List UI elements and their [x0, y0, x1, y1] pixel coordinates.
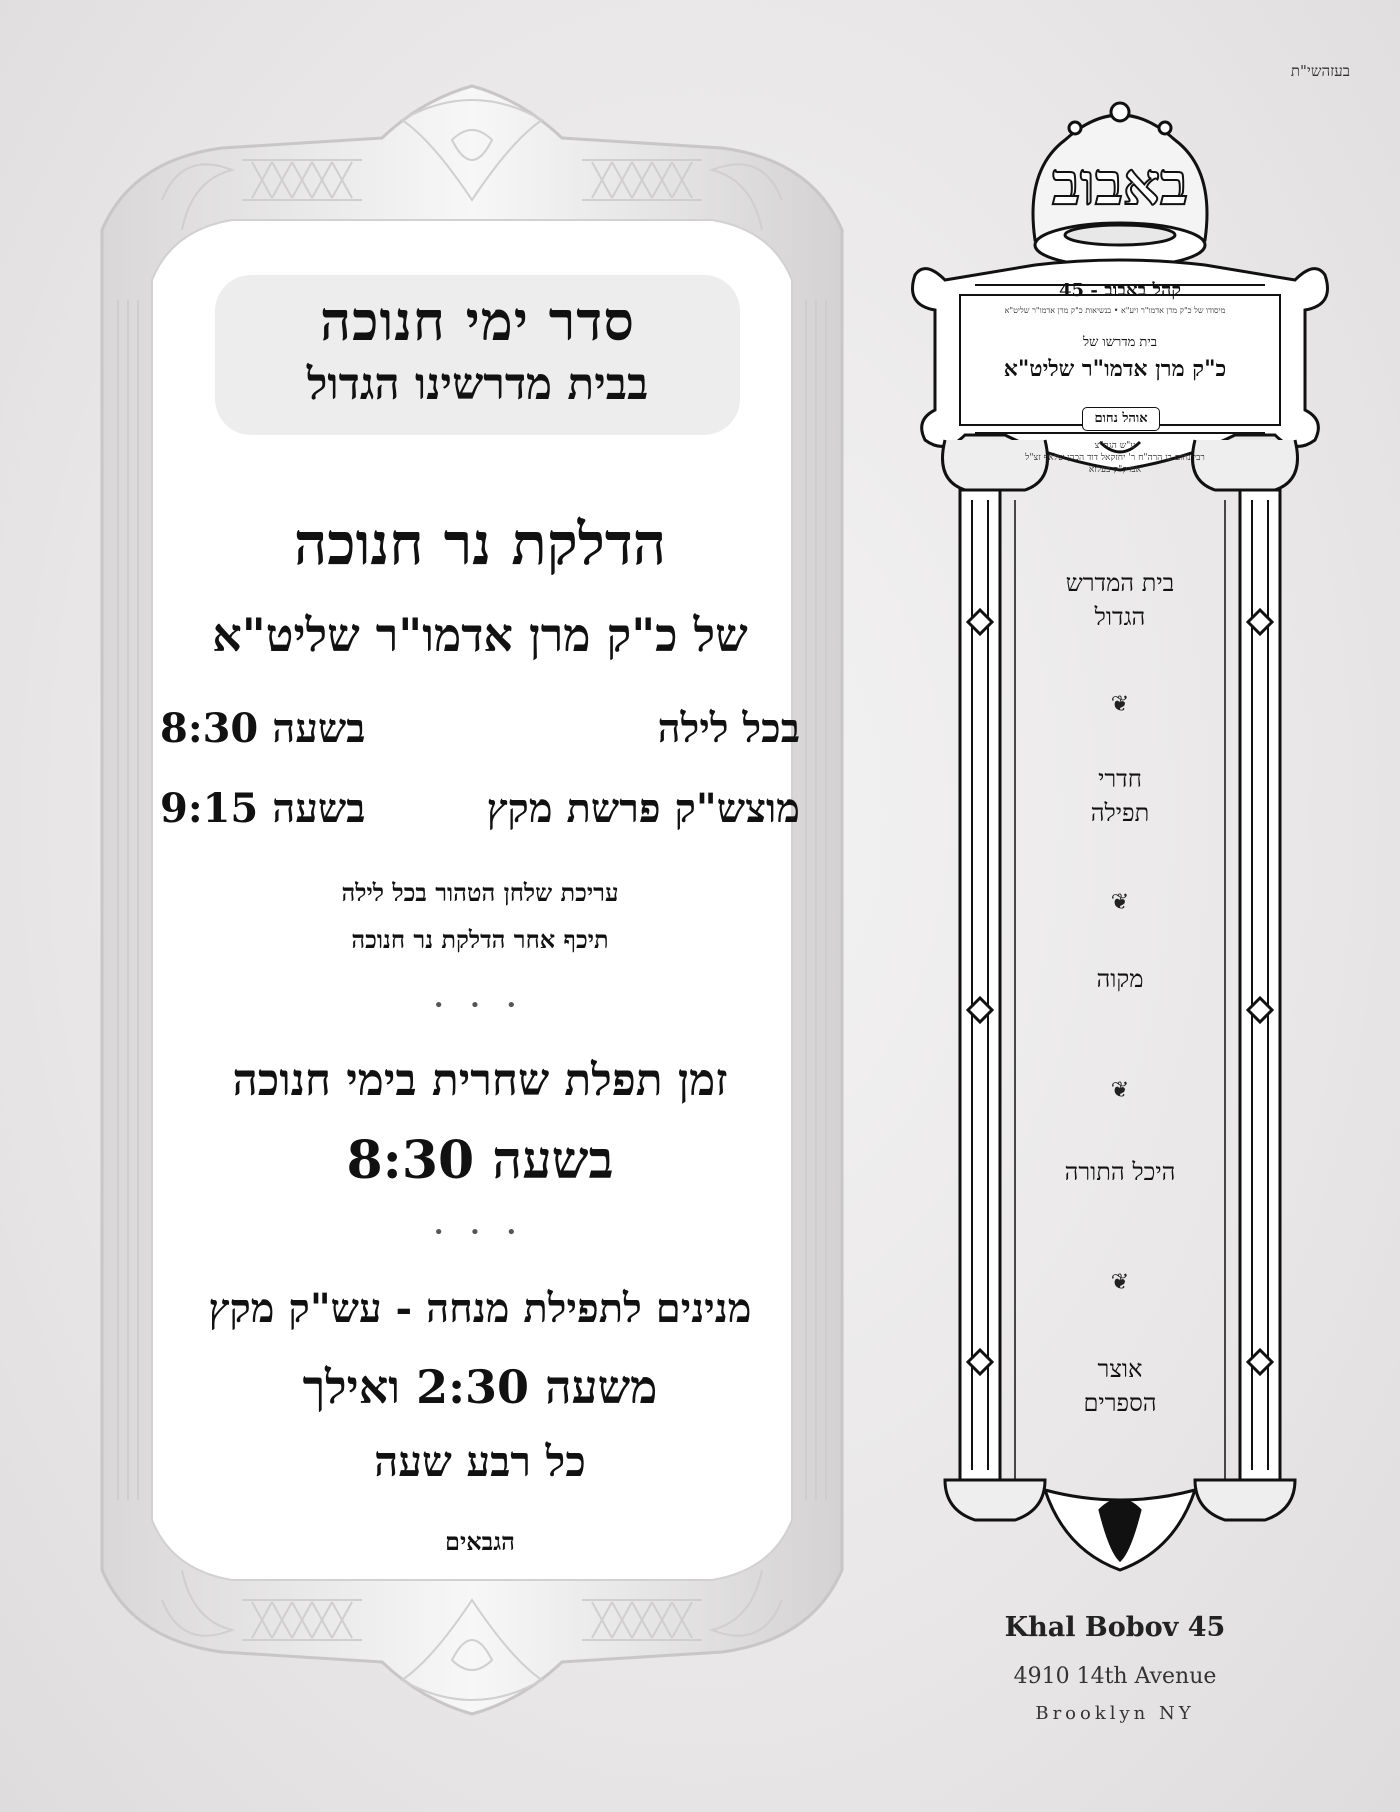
signature: הגבאים: [445, 1527, 515, 1556]
row1-time: בשעה 8:30: [160, 705, 366, 752]
title-line-2: בבית מדרשינו הגדול: [306, 359, 649, 410]
plaque-tiny-line-1: מיסודו של כ"ק מרן אדמו"ר זיע"א • בנשיאות כ"ק מרן אדמו"ר שליט"א: [1004, 306, 1226, 315]
top-mark: בעזהשי"ת: [1290, 62, 1350, 80]
column-item-line: תפילה: [1090, 799, 1150, 827]
lighting-row-motzash: [160, 785, 800, 845]
plaque-bms-of: בית מדרשו של: [1082, 335, 1158, 350]
lighting-row-nightly: [160, 705, 800, 765]
plaque-tiny-line-2: ע"ש הגה"צ: [1094, 441, 1136, 451]
plaque-rebbe: כ"ק מרן אדמו"ר שליט"א: [1003, 356, 1227, 382]
column-item-mikva: [1030, 962, 1210, 996]
ornament-icon: ❦: [1110, 1078, 1130, 1103]
row1-label: בכל לילה: [657, 705, 800, 752]
column-item-line: אוצר: [1097, 1355, 1143, 1383]
column-item-line: היכל התורה: [1064, 1158, 1176, 1186]
plaque-ohel-badge: אוהל נחום: [1082, 407, 1160, 431]
column-item-line: בית המדרש: [1065, 569, 1175, 597]
column-item-line: הגדול: [1094, 603, 1146, 631]
row2-label: מוצש"ק פרשת מקץ: [486, 785, 800, 832]
column-item-heichal: [1030, 1155, 1210, 1189]
plaque-tiny-line-4: אבדק"ק בעלזא: [1088, 465, 1142, 475]
lighting-heading: הדלקת נר חנוכה: [293, 510, 667, 578]
ornament-icon: ❦: [1110, 1270, 1130, 1295]
column-item-otzar: [1030, 1352, 1210, 1420]
mincha-line-1: מנינים לתפילת מנחה - עש"ק מקץ: [208, 1285, 752, 1332]
address-city: Brooklyn NY: [1035, 1703, 1195, 1724]
column-item-line: מקוה: [1096, 965, 1144, 993]
crown-logo-text: באבוב: [1052, 150, 1188, 218]
address-name: Khal Bobov 45: [1004, 1612, 1226, 1643]
column-item-bms: [1030, 566, 1210, 634]
column-item-line: הספרים: [1083, 1389, 1157, 1417]
address-street: 4910 14th Avenue: [1013, 1664, 1217, 1689]
tish-note-2: תיכף אחר הדלקת נר חנוכה: [351, 925, 609, 954]
column-item-chadrei: [1030, 762, 1210, 830]
ornament-icon: ❦: [1110, 890, 1130, 915]
shacharis-line-1: זמן תפלת שחרית בימי חנוכה: [232, 1055, 728, 1106]
mincha-line-3: כל רבע שעה: [374, 1437, 586, 1486]
mincha-line-2: משעה 2:30 ואילך: [302, 1360, 658, 1414]
lighting-subheading: של כ"ק מרן אדמו"ר שליט"א: [212, 608, 748, 662]
plaque-tiny-line-3: רבי נחום בן הרה"ח ר' יחזקאל דוד הכהן שלאף זצ"ל: [1025, 453, 1205, 463]
plaque-kehal: קהל באבוב - 45: [1059, 280, 1181, 301]
title-line-1: סדר ימי חנוכה: [320, 289, 635, 353]
shacharis-line-2: בשעה 8:30: [346, 1130, 614, 1191]
title-box: [215, 275, 740, 435]
ornament-icon: ❦: [1110, 692, 1130, 717]
separator-dots: • • •: [433, 1222, 527, 1243]
column-item-line: חדרי: [1098, 765, 1142, 793]
row2-time: בשעה 9:15: [160, 785, 366, 832]
tish-note-1: עריכת שלחן הטהור בכל לילה: [341, 878, 619, 907]
separator-dots: • • •: [433, 995, 527, 1016]
